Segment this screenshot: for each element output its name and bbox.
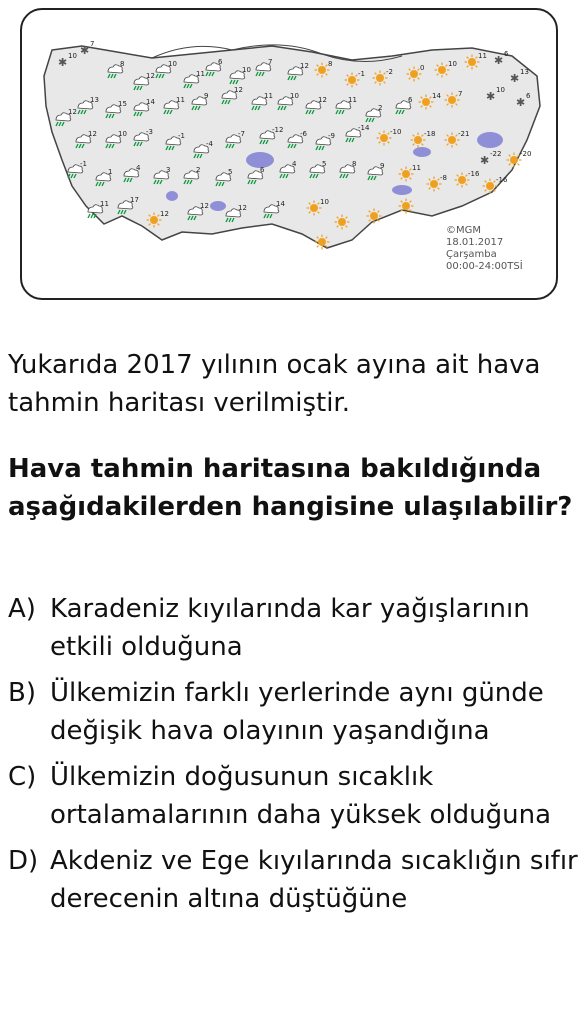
temperature-label: 6 [260,166,265,174]
temperature-label: -1 [358,70,365,78]
sun-icon [448,136,456,144]
temperature-label: 10 [290,92,299,100]
temperature-label: 6 [504,50,509,58]
temperature-label: 7 [268,58,273,66]
snow-icon: ✱ [486,90,496,103]
temperature-label: -6 [300,130,307,138]
temperature-label: 11 [176,96,185,104]
temperature-label: -3 [146,128,153,136]
option-d[interactable] [8,842,578,918]
sun-icon [402,202,410,210]
sun-icon [402,170,410,178]
temperature-label: 15 [118,100,127,108]
weather-map [20,8,558,300]
temperature-label: 17 [130,196,139,204]
question-text: Hava tahmin haritasına bakıldığında aşağıdakilerden hangisine ulaşılabilir? [8,454,573,522]
temperature-label: 10 [448,60,457,68]
temperature-label: 10 [168,60,177,68]
temperature-label: -16 [496,176,508,184]
sun-icon [318,66,326,74]
map-time-range: 00:00-24:00TSİ [446,261,523,272]
option-c-text: Ülkemizin doğusunun sıcaklık ortalamalarının daha yüksek olduğuna [50,762,552,830]
temperature-label: 5 [228,168,233,176]
temperature-label: 14 [146,98,155,106]
snow-icon: ✱ [510,72,520,85]
rain-drop [88,214,90,218]
map-caption [446,225,523,273]
temperature-label: -18 [424,130,436,138]
sun-icon [348,76,356,84]
temperature-label: 7 [458,90,463,98]
temperature-label: 12 [200,202,209,210]
temperature-label: 12 [238,204,247,212]
temperature-label: 14 [276,200,285,208]
temperature-label: 10 [68,52,77,60]
temperature-label: 0 [420,64,425,72]
temperature-label: 11 [100,200,109,208]
temperature-label: 12 [146,72,155,80]
snow-icon: ✱ [516,96,526,109]
intro-text: Yukarıda 2017 yılının ocak ayına ait hava tahmin haritası verilmiştir. [8,350,541,418]
temperature-label: 8 [328,60,333,68]
temperature-label: -10 [390,128,402,136]
temperature-label: -1 [80,160,87,168]
rain-drop [91,214,93,218]
temperature-label: 11 [196,70,205,78]
sun-icon [150,216,158,224]
temperature-label: 5 [322,160,327,168]
temperature-label: 8 [120,60,125,68]
sun-icon [310,204,318,212]
temperature-label: -22 [490,150,502,158]
sun-icon [338,218,346,226]
temperature-label: 10 [320,198,329,206]
temperature-label: 10 [496,86,505,94]
option-b-text: Ülkemizin farklı yerlerinde aynı günde değişik hava olayının yaşandığına [50,678,544,746]
option-a[interactable] [8,590,578,666]
temperature-label: 7 [90,40,95,48]
sun-ray [317,246,319,248]
temperature-label: 12 [300,62,309,70]
lake-van [477,132,503,148]
temperature-label: 2 [378,104,383,112]
lake-egirdir [166,191,178,201]
temperature-label: 6 [408,96,413,104]
sun-icon [380,134,388,142]
temperature-label: 6 [526,92,531,100]
option-b[interactable] [8,674,578,750]
temperature-label: 4 [292,160,297,168]
temperature-label: 14 [432,92,441,100]
option-d-text: Akdeniz ve Ege kıyılarında sıcaklığın sıfır derecenin altına düştüğüne [50,846,578,914]
temperature-label: -2 [386,68,393,76]
temperature-label: 12 [68,108,77,116]
option-d-letter: D) [8,846,39,876]
temperature-label: 9 [380,162,385,170]
temperature-label: 13 [90,96,99,104]
temperature-label: -20 [520,150,532,158]
option-c-letter: C) [8,762,37,792]
answer-options [8,590,578,926]
temperature-label: 12 [318,96,327,104]
temperature-label: 9 [204,92,209,100]
map-date: 18.01.2017 [446,237,504,248]
snow-icon: ✱ [58,56,68,69]
temperature-label: 10 [242,66,251,74]
temperature-label: 2 [196,166,201,174]
temperature-label: 6 [218,58,223,66]
snow-icon: ✱ [494,54,504,67]
temperature-label: -8 [440,174,447,182]
snow-icon: ✱ [80,44,90,57]
sun-icon [468,58,476,66]
map-source: ©MGM [446,225,482,236]
temperature-label: 11 [478,52,487,60]
temperature-label: -9 [328,132,335,140]
lake-keban [413,147,431,157]
sun-icon [370,212,378,220]
sun-icon [438,66,446,74]
lake-ataturk [392,185,412,195]
temperature-label: 1 [108,168,113,176]
temperature-label: 11 [348,96,357,104]
temperature-label: 3 [166,166,171,174]
temperature-label: 12 [88,130,97,138]
sun-icon [410,70,418,78]
temperature-label: -14 [358,124,370,132]
temperature-label: 12 [234,86,243,94]
temperature-label: -4 [206,140,213,148]
option-c[interactable] [8,758,578,834]
temperature-label: 10 [118,130,127,138]
sun-icon [422,98,430,106]
temperature-label: 13 [520,68,529,76]
temperature-label: 12 [160,210,169,218]
option-a-letter: A) [8,594,36,624]
sun-icon [414,136,422,144]
temperature-label: 8 [352,160,357,168]
option-b-letter: B) [8,678,36,708]
lake-beysehir [210,201,226,211]
sun-icon [510,156,518,164]
sun-icon [318,238,326,246]
snow-icon: ✱ [480,154,490,167]
sun-icon [458,176,466,184]
sun-ray [518,164,520,166]
temperature-label: -21 [458,130,470,138]
map-weekday: Çarşamba [446,249,497,260]
temperature-label: 11 [264,92,273,100]
sun-icon [486,182,494,190]
temperature-label: 4 [136,164,141,172]
temperature-label: -1 [178,132,185,140]
sun-icon [376,74,384,82]
option-a-text: Karadeniz kıyılarında kar yağışlarının etkili olduğuna [50,594,530,662]
temperature-label: -7 [238,130,245,138]
temperature-label: 11 [412,164,421,172]
temperature-label: -12 [272,126,284,134]
temperature-label: -16 [468,170,480,178]
sun-icon [430,180,438,188]
sun-icon [448,96,456,104]
